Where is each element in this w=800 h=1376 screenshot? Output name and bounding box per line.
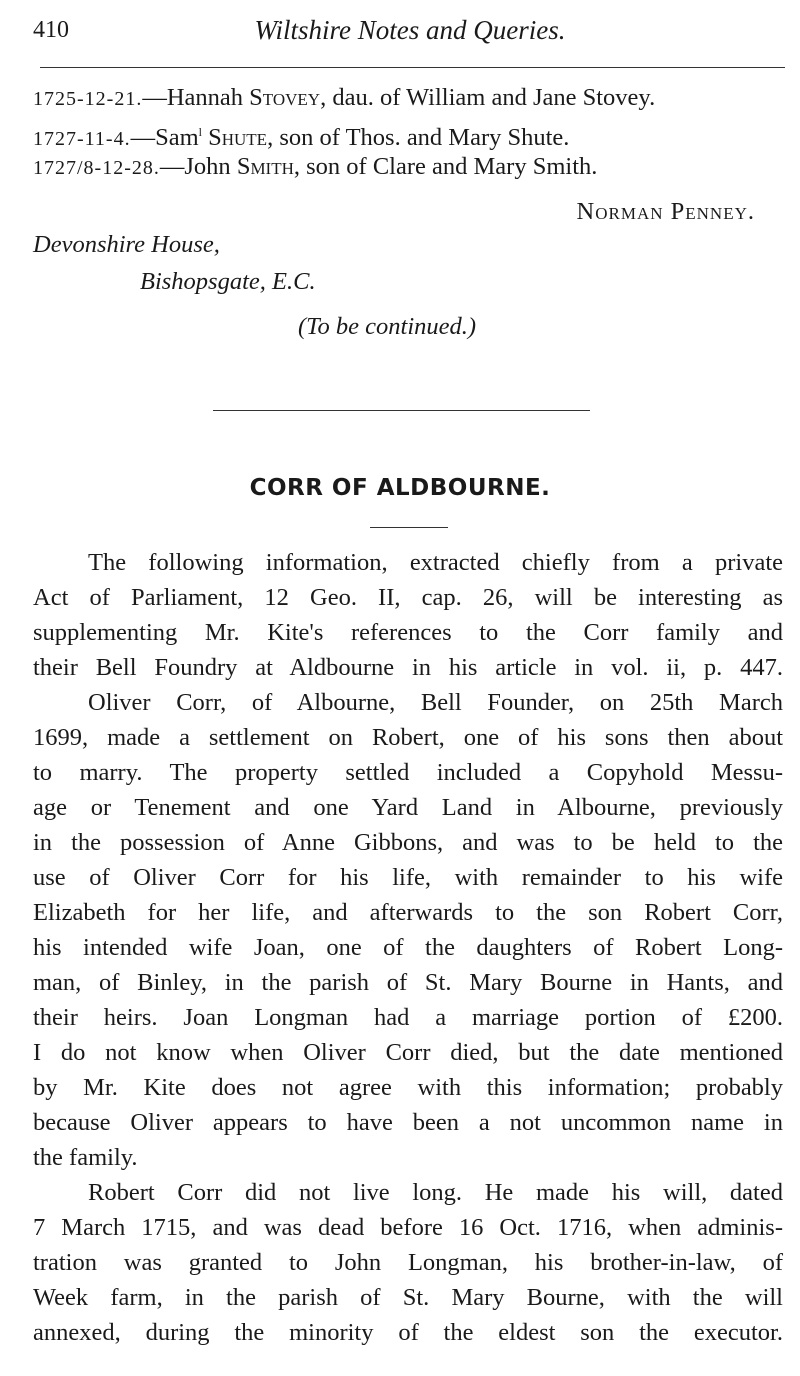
body-line: Elizabeth for her life, and afterwards to the son Robert Corr, [33, 899, 783, 926]
body-line: man, of Binley, in the parish of St. Mary Bourne in Hants, and [33, 969, 783, 996]
body-line: their Bell Foundry at Aldbourne in his article in vol. ii, p. 447. [33, 654, 783, 681]
entry-line: 1727/8-12-28.—John Smith, son of Clare and Mary Smith. [33, 153, 598, 180]
address-line: Bishopsgate, E.C. [140, 268, 316, 295]
body-line: Week farm, in the parish of St. Mary Bourne, with the will [33, 1284, 783, 1311]
section-divider [213, 410, 590, 411]
address-line: Devonshire House, [33, 231, 220, 258]
running-title: Wiltshire Notes and Queries. [254, 15, 566, 45]
body-line: his intended wife Joan, one of the daughters of Robert Long- [33, 934, 783, 961]
signature: Norman Penney. [576, 198, 755, 225]
body-line: Act of Parliament, 12 Geo. II, cap. 26, will be interesting as [33, 584, 783, 611]
body-line: tration was granted to John Longman, his brother-in-law, of [33, 1249, 783, 1276]
body-line: use of Oliver Corr for his life, with remainder to his wife [33, 864, 783, 891]
page-number: 410 [33, 17, 69, 43]
body-line: I do not know when Oliver Corr died, but the date mentioned [33, 1039, 783, 1066]
body-line: by Mr. Kite does not agree with this information; probably [33, 1074, 783, 1101]
body-line: their heirs. Joan Longman had a marriage portion of £200. [33, 1004, 783, 1031]
body-line: the family. [33, 1144, 138, 1171]
body-line: to marry. The property settled included a Copyhold Messu- [33, 759, 783, 786]
body-line: in the possession of Anne Gibbons, and was to be held to the [33, 829, 783, 856]
body-line: 7 March 1715, and was dead before 16 Oct. 1716, when adminis- [33, 1214, 783, 1241]
body-line: because Oliver appears to have been a not uncommon name in [33, 1109, 783, 1136]
entry-line: 1727-11-4.—Sam$^l$ Shute, son of Thos. and Mary Shute. [33, 124, 570, 152]
body-line: Robert Corr did not live long. He made his will, dated [88, 1179, 783, 1206]
body-line: 1699, made a settlement on Robert, one of his sons then about [33, 724, 783, 751]
title-rule [370, 527, 448, 528]
body-line: age or Tenement and one Yard Land in Albourne, previously [33, 794, 783, 821]
continued-note: (To be continued.) [298, 313, 477, 340]
article-title: CORR OF ALDBOURNE. [249, 475, 551, 501]
body-line: Oliver Corr, of Albourne, Bell Founder, on 25th March [88, 689, 783, 716]
body-line: The following information, extracted chiefly from a private [88, 549, 783, 576]
header-rule [40, 67, 785, 68]
entry-line: 1725-12-21.—Hannah Stovey, dau. of William and Jane Stovey. [33, 84, 656, 111]
body-line: annexed, during the minority of the eldest son the executor. [33, 1319, 783, 1346]
body-line: supplementing Mr. Kite's references to the Corr family and [33, 619, 783, 646]
